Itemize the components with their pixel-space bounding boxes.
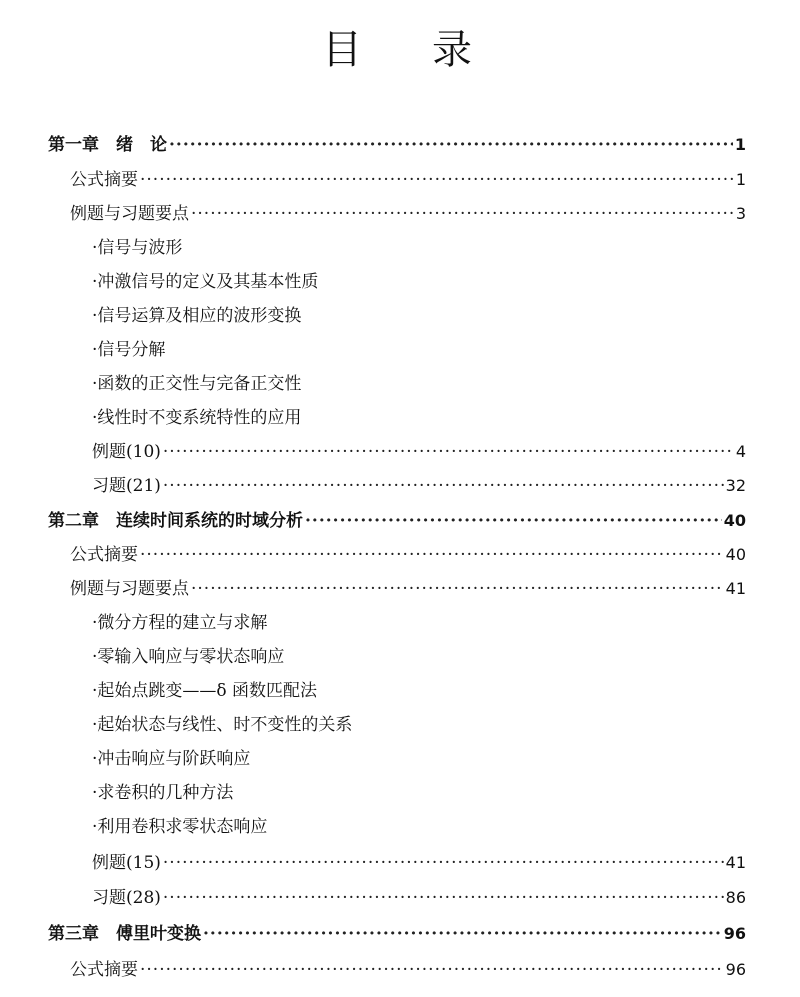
leader-dots: [163, 886, 724, 910]
toc-entry-label: 公式摘要: [70, 960, 138, 980]
toc-entry-exercises[interactable]: [92, 886, 746, 910]
leader-dots: [140, 168, 734, 192]
toc-entry-label: 习题(21): [92, 476, 161, 496]
toc-topic-item: [92, 338, 165, 362]
toc-entry-label: 习题(28): [92, 888, 161, 908]
leader-dots: [140, 958, 724, 982]
toc-topic-label: ·冲激信号的定义及其基本性质: [92, 272, 319, 292]
toc-topic-item: [92, 815, 267, 839]
toc-topic-item: [92, 236, 182, 260]
toc-topic-label: ·微分方程的建立与求解: [92, 613, 268, 633]
toc-entry-label: 第三章 傅里叶变换: [48, 924, 201, 944]
leader-dots: [169, 133, 733, 157]
toc-entry-label: 例题与习题要点: [70, 579, 189, 599]
toc-topic-label: ·信号运算及相应的波形变换: [92, 306, 302, 326]
page-title-char-1: 目: [322, 27, 368, 73]
toc-entry-chapter-2[interactable]: [48, 509, 746, 533]
toc-topic-item: [92, 372, 301, 396]
toc-topic-label: ·起始状态与线性、时不变性的关系: [92, 715, 353, 735]
toc-entry-exercises[interactable]: [92, 474, 746, 498]
toc-entry-page: 3: [735, 204, 746, 223]
leader-dots: [203, 922, 722, 946]
leader-dots: [305, 509, 722, 533]
toc-topic-label: ·信号分解: [92, 340, 166, 360]
toc-topic-item: [92, 645, 284, 669]
toc-entry-chapter-3[interactable]: [48, 922, 746, 946]
toc-topic-item: [92, 713, 352, 737]
toc-entry-label: 公式摘要: [70, 545, 138, 565]
toc-entry-page: 40: [725, 545, 746, 564]
toc-topic-item: [92, 781, 233, 805]
toc-entry-page: 40: [723, 511, 746, 530]
toc-entry-label: 公式摘要: [70, 170, 138, 190]
toc-topic-label: ·求卷积的几种方法: [92, 783, 234, 803]
toc-entry-page: 41: [725, 579, 746, 598]
leader-dots: [163, 474, 724, 498]
toc-entry-label: 例题与习题要点: [70, 204, 189, 224]
toc-entry-section[interactable]: [70, 958, 746, 982]
toc-topic-label: ·利用卷积求零状态响应: [92, 817, 268, 837]
leader-dots: [191, 577, 724, 601]
toc-entry-page: 96: [723, 924, 746, 943]
toc-entry-label: 例题(10): [92, 442, 161, 462]
toc-entry-page: 32: [725, 476, 746, 495]
toc-topic-label: ·零输入响应与零状态响应: [92, 647, 285, 667]
toc-entry-page: 4: [735, 442, 746, 461]
toc-topic-label: ·信号与波形: [92, 238, 183, 258]
toc-topic-label: ·起始点跳变——δ 函数匹配法: [92, 681, 318, 701]
toc-topic-label: ·冲击响应与阶跃响应: [92, 749, 251, 769]
toc-entry-examples[interactable]: [92, 440, 746, 464]
leader-dots: [163, 851, 724, 875]
toc-entry-label: 例题(15): [92, 853, 161, 873]
toc-topic-item: [92, 406, 301, 430]
toc-entry-page: 96: [725, 960, 746, 979]
toc-topic-item: [92, 270, 318, 294]
leader-dots: [163, 440, 734, 464]
toc-topic-item: [92, 747, 250, 771]
toc-entry-section[interactable]: [70, 577, 746, 601]
toc-entry-section[interactable]: [70, 543, 746, 567]
toc-entry-page: 1: [734, 135, 746, 154]
leader-dots: [191, 202, 734, 226]
toc-entry-section[interactable]: [70, 168, 746, 192]
toc-entry-label: 第二章 连续时间系统的时域分析: [48, 511, 303, 531]
toc-topic-label: ·函数的正交性与完备正交性: [92, 374, 302, 394]
toc-entry-page: 41: [725, 853, 746, 872]
toc-topic-item: [92, 679, 317, 703]
toc-entry-examples[interactable]: [92, 851, 746, 875]
page-title-char-2: 录: [432, 27, 478, 73]
leader-dots: [140, 543, 724, 567]
toc-topic-item: [92, 611, 267, 635]
toc-entry-page: 86: [725, 888, 746, 907]
toc-entry-label: 第一章 绪 论: [48, 135, 167, 155]
toc-topic-item: [92, 304, 301, 328]
toc-entry-page: 1: [735, 170, 746, 189]
toc-entry-section[interactable]: [70, 202, 746, 226]
toc-entry-chapter-1[interactable]: [48, 133, 746, 157]
toc-topic-label: ·线性时不变系统特性的应用: [92, 408, 302, 428]
